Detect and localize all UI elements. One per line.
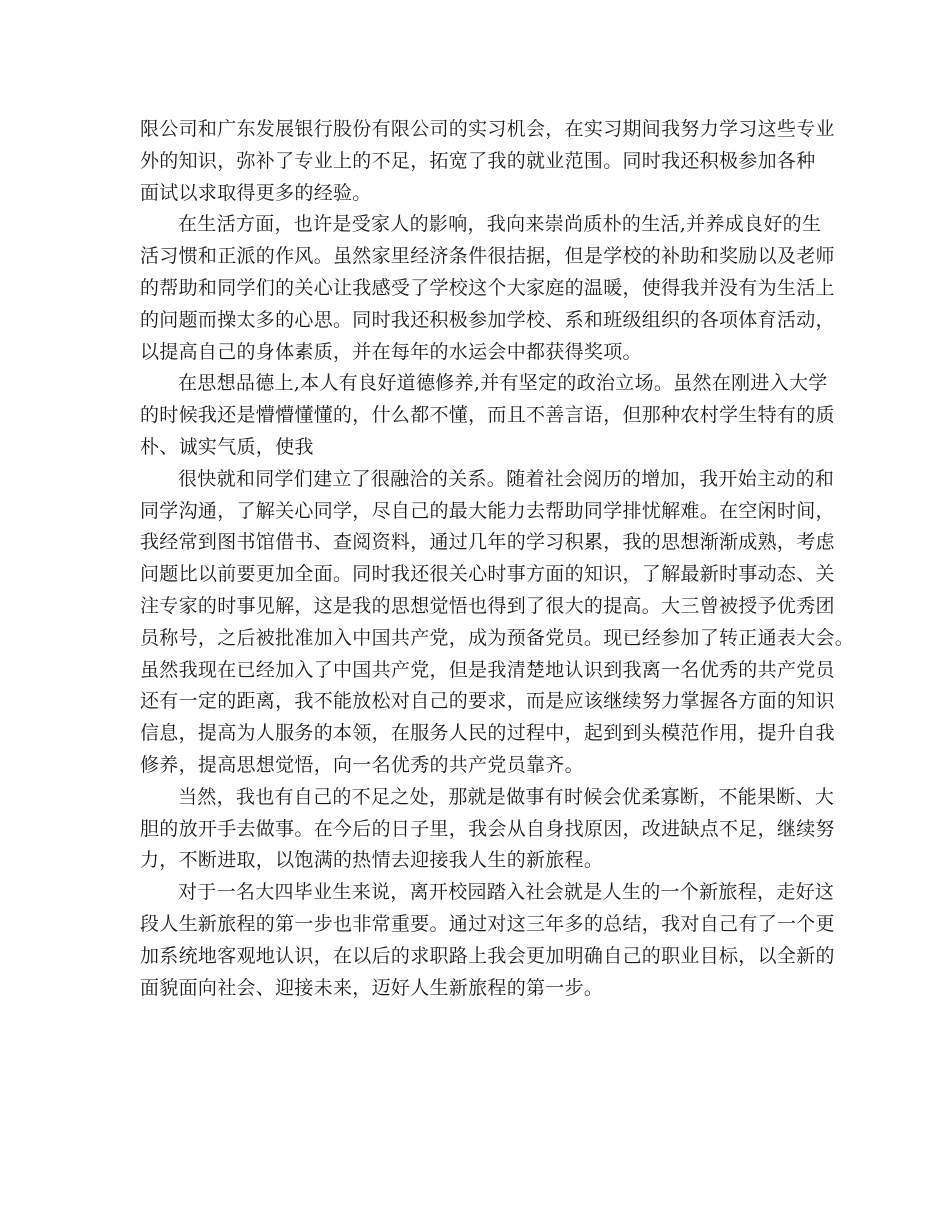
text-line: 面貌面向社会、迎接未来，迈好人生新旅程的第一步。 bbox=[140, 976, 604, 999]
text-line: 活习惯和正派的作风。虽然家里经济条件很拮据，但是学校的补助和奖励以及老师 bbox=[140, 245, 835, 268]
text-line: 的问题而操太多的心思。同时我还积极参加学校、系和班级组织的各项体育活动， bbox=[140, 308, 835, 331]
text-line: 胆的放开手去做事。在今后的日子里，我会从自身找原因，改进缺点不足，继续努 bbox=[140, 817, 835, 840]
text-line: 同学沟通，了解关心同学，尽自己的最大能力去帮助同学排忧解难。在空闲时间， bbox=[140, 499, 835, 522]
text-line: 的帮助和同学们的关心让我感受了学校这个大家庭的温暖，使得我并没有为生活上 bbox=[140, 276, 835, 299]
text-line: 以提高自己的身体素质，并在每年的水运会中都获得奖项。 bbox=[140, 340, 642, 363]
paragraph-first-line: 在生活方面，也许是受家人的影响，我向来崇尚质朴的生活,并养成良好的生 bbox=[178, 213, 822, 236]
text-line: 的时候我还是懵懵懂懂的，什么都不懂，而且不善言语，但那种农村学生特有的质 bbox=[140, 404, 835, 427]
text-line: 问题比以前要更加全面。同时我还很关心时事方面的知识，了解最新时事动态、关 bbox=[140, 563, 835, 586]
text-line: 修养，提高思想觉悟，向一名优秀的共产党员靠齐。 bbox=[140, 753, 584, 776]
text-line: 段人生新旅程的第一步也非常重要。通过对这三年多的总结，我对自己有了一个更 bbox=[140, 912, 835, 935]
text-line: 加系统地客观地认识，在以后的求职路上我会更加明确自己的职业目标，以全新的 bbox=[140, 944, 835, 967]
text-line: 虽然我现在已经加入了中国共产党，但是我清楚地认识到我离一名优秀的共产党员 bbox=[140, 658, 835, 681]
text-line: 力，不断进取，以饱满的热情去迎接我人生的新旅程。 bbox=[140, 849, 604, 872]
text-line: 朴、诚实气质，使我 bbox=[140, 435, 314, 458]
text-line: 还有一定的距离，我不能放松对自己的要求，而是应该继续努力掌握各方面的知识 bbox=[140, 690, 835, 713]
text-line: 限公司和广东发展银行股份有限公司的实习机会，在实习期间我努力学习这些专业 bbox=[140, 118, 835, 140]
text-line: 员称号，之后被批准加入中国共产党，成为预备党员。现已经参加了转正通表大会。 bbox=[140, 626, 855, 649]
paragraph-first-line: 对于一名大四毕业生来说，离开校园踏入社会就是人生的一个新旅程，走好这 bbox=[178, 881, 835, 904]
paragraph-first-line: 在思想品德上,本人有良好道德修养,并有坚定的政治立场。虽然在刚进入大学 bbox=[178, 372, 828, 395]
text-line: 我经常到图书馆借书、查阅资料，通过几年的学习积累，我的思想渐渐成熟，考虑 bbox=[140, 531, 835, 554]
text-line: 面试以求取得更多的经验。 bbox=[140, 181, 372, 204]
text-line: 信息，提高为人服务的本领，在服务人民的过程中，起到到头模范作用，提升自我 bbox=[140, 722, 835, 745]
paragraph-first-line: 很快就和同学们建立了很融洽的关系。随着社会阅历的增加，我开始主动的和 bbox=[178, 467, 835, 490]
text-line: 注专家的时事见解，这是我的思想觉悟也得到了很大的提高。大三曾被授予优秀团 bbox=[140, 594, 835, 617]
document-body bbox=[140, 114, 855, 1004]
paragraph-first-line: 当然，我也有自己的不足之处，那就是做事有时候会优柔寡断，不能果断、大 bbox=[178, 785, 835, 808]
text-line: 外的知识，弥补了专业上的不足，拓宽了我的就业范围。同时我还积极参加各种 bbox=[140, 149, 816, 172]
